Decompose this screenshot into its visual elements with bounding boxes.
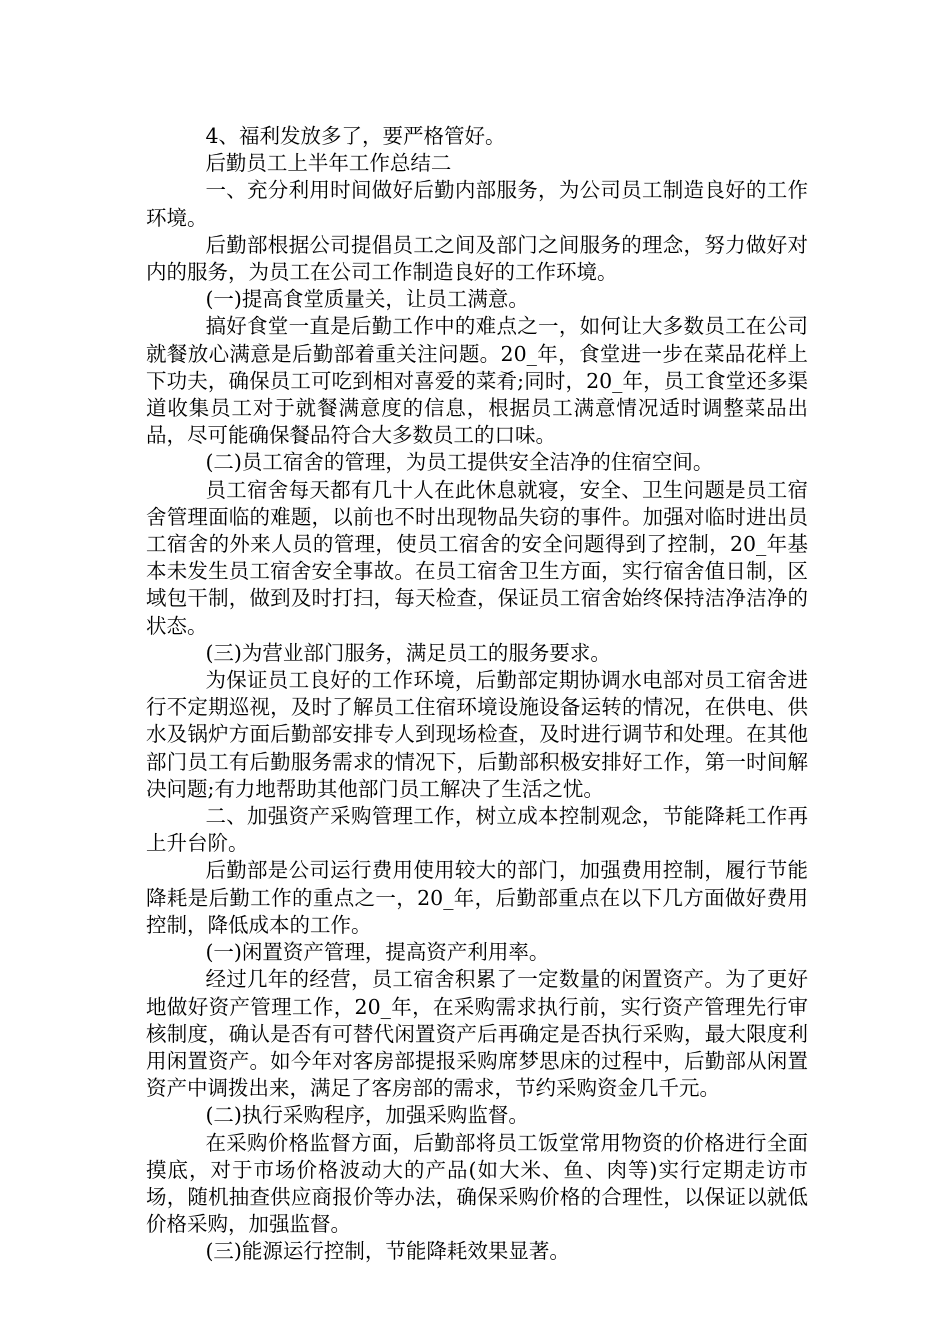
subheading-procurement: (二)执行采购程序，加强采购监督。 xyxy=(205,1103,529,1128)
paragraph: 经过几年的经营，员工宿舍积累了一定数量的闲置资产。为了更好地做好资产管理工作，20_年，在采购需求执行前，实行资产管理先行审核制度，确认是否有可替代闲置资产后再确定是否执行采购，最大限度利用闲置资产。如今年对客房部提报采购席梦思床的过程中，后勤部从闲置资产中调拨出来，满足了客房部的需求，节约采购资金几千元。 xyxy=(146,967,808,1101)
paragraph-welfare-note: 4、福利发放多了，要严格管好。 xyxy=(205,124,506,148)
paragraph: 员工宿舍每天都有几十人在此休息就寝，安全、卫生问题是员工宿舍管理面临的难题，以前也不时出现物品失窃的事件。加强对临时进出员工宿舍的外来人员的管理，使员工宿舍的安全问题得到了控制，20_年基本未发生员工宿舍安全事故。在员工宿舍卫生方面，实行宿舍值日制，区域包干制，做到及时打扫，每天检查，保证员工宿舍始终保持洁净洁净的状态。 xyxy=(146,477,808,638)
heading-part-two: 二、加强资产采购管理工作，树立成本控制观念，节能降耗工作再上升台阶。 xyxy=(146,804,808,856)
paragraph: 后勤部是公司运行费用使用较大的部门，加强费用控制，履行节能降耗是后勤工作的重点之一，20_年，后勤部重点在以下几方面做好费用控制，降低成本的工作。 xyxy=(146,858,808,937)
subheading-energy: (三)能源运行控制，节能降耗效果显著。 xyxy=(205,1239,570,1264)
paragraph: 搞好食堂一直是后勤工作中的难点之一，如何让大多数员工在公司就餐放心满意是后勤部着重关注问题。20_年，食堂进一步在菜品花样上下功夫，确保员工可吃到相对喜爱的菜肴;同时，20_年，员工食堂还多渠道收集员工对于就餐满意度的信息，根据员工满意情况适时调整菜品出品，尽可能确保餐品符合大多数员工的口味。 xyxy=(146,314,808,448)
section-title: 后勤员工上半年工作总结二 xyxy=(205,151,452,176)
document-page xyxy=(146,123,808,1266)
paragraph: 在采购价格监督方面，后勤部将员工饭堂常用物资的价格进行全面摸底，对于市场价格波动大的产品(如大米、鱼、肉等)实行定期走访市场，随机抽查供应商报价等办法，确保采购价格的合理性，以保证以就低价格采购，加强监督。 xyxy=(146,1130,808,1237)
heading-part-one: 一、充分利用时间做好后勤内部服务，为公司员工制造良好的工作环境。 xyxy=(146,178,808,230)
subheading-dormitory: (二)员工宿舍的管理，为员工提供安全洁净的住宿空间。 xyxy=(205,450,714,475)
paragraph: 为保证员工良好的工作环境，后勤部定期协调水电部对员工宿舍进行不定期巡视，及时了解员工住宿环境设施设备运转的情况，在供电、供水及锅炉方面后勤部安排专人到现场检查，及时进行调节和处理。在其他部门员工有后勤服务需求的情况下，后勤部积极安排好工作，第一时间解决问题;有力地帮助其他部门员工解决了生活之忧。 xyxy=(146,668,808,801)
paragraph: 后勤部根据公司提倡员工之间及部门之间服务的理念，努力做好对内的服务，为员工在公司工作制造良好的工作环境。 xyxy=(146,232,808,285)
subheading-idle-assets: (一)闲置资产管理，提高资产利用率。 xyxy=(205,940,550,965)
subheading-canteen: (一)提高食堂质量关，让员工满意。 xyxy=(205,287,529,312)
subheading-service: (三)为营业部门服务，满足员工的服务要求。 xyxy=(205,640,611,665)
